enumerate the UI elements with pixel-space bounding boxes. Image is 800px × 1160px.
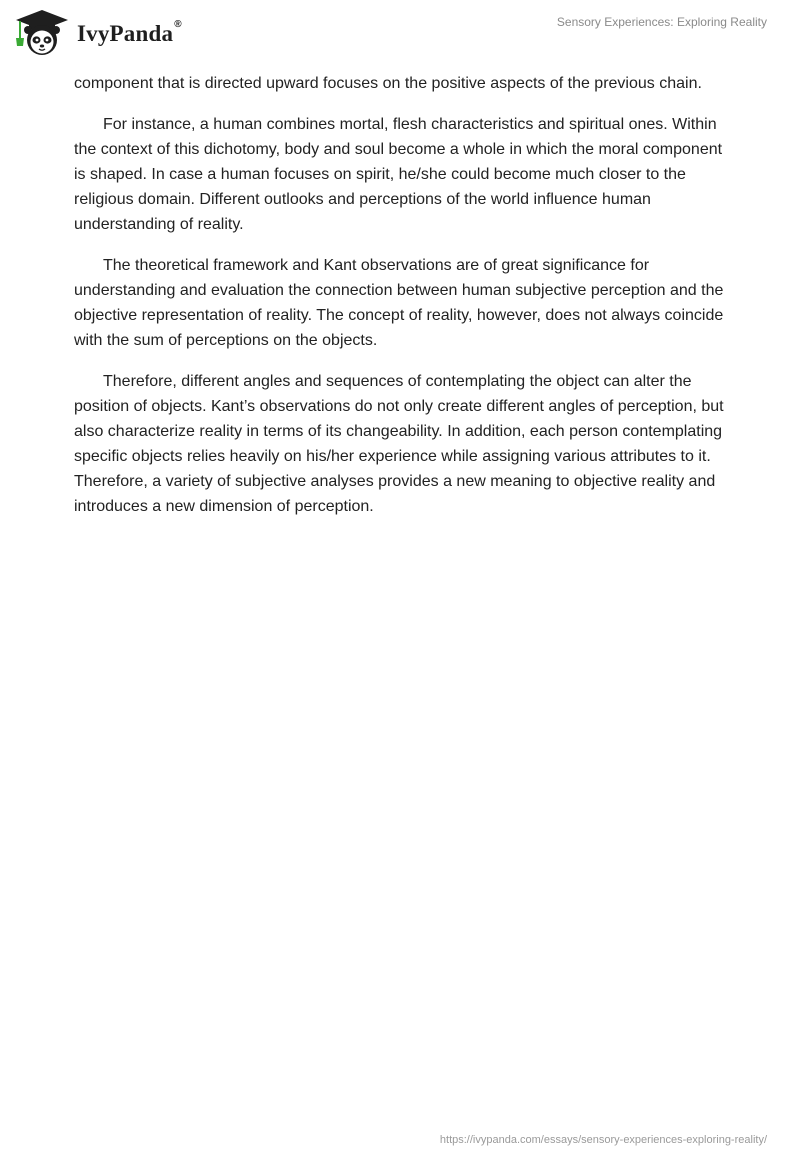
paragraph-3: The theoretical framework and Kant observations are of great significance for understanding and evaluation the connection between human subjective perception and the objective representation of reality. The concept of reality, however, does not always coincide with the sum of perceptions on the objects.	[74, 257, 724, 349]
essay-body	[74, 71, 730, 535]
panda-graduate-icon	[14, 8, 70, 58]
ivypanda-logo[interactable]	[14, 8, 182, 58]
source-url[interactable]: https://ivypanda.com/essays/sensory-experiences-exploring-reality/	[439, 1134, 767, 1146]
paragraph-1: component that is directed upward focuses on the positive aspects of the previous chain.	[74, 75, 702, 92]
document-title: Sensory Experiences: Exploring Reality	[556, 15, 767, 29]
paragraph-2: For instance, a human combines mortal, flesh characteristics and spiritual ones. Within the context of this dichotomy, body and soul become a whole in which the moral component is shaped. In case a human focuses on spirit, he/she could become much closer to the religious domain. Different outlooks and perceptions of the world influence human understanding of reality.	[74, 116, 723, 233]
page-header	[0, 0, 800, 64]
paragraph-4: Therefore, different angles and sequences of contemplating the object can alter the position of objects. Kant’s observations do not only create different angles of perception, but also characterize reality in terms of its changeability. In addition, each person contemplating specific objects relies heavily on his/her experience while assigning various attributes to it. Therefore, a variety of subjective analyses provides a new meaning to objective reality and introduces a new dimension of perception.	[74, 373, 724, 515]
logo-wordmark: IvyPanda®	[77, 19, 182, 46]
